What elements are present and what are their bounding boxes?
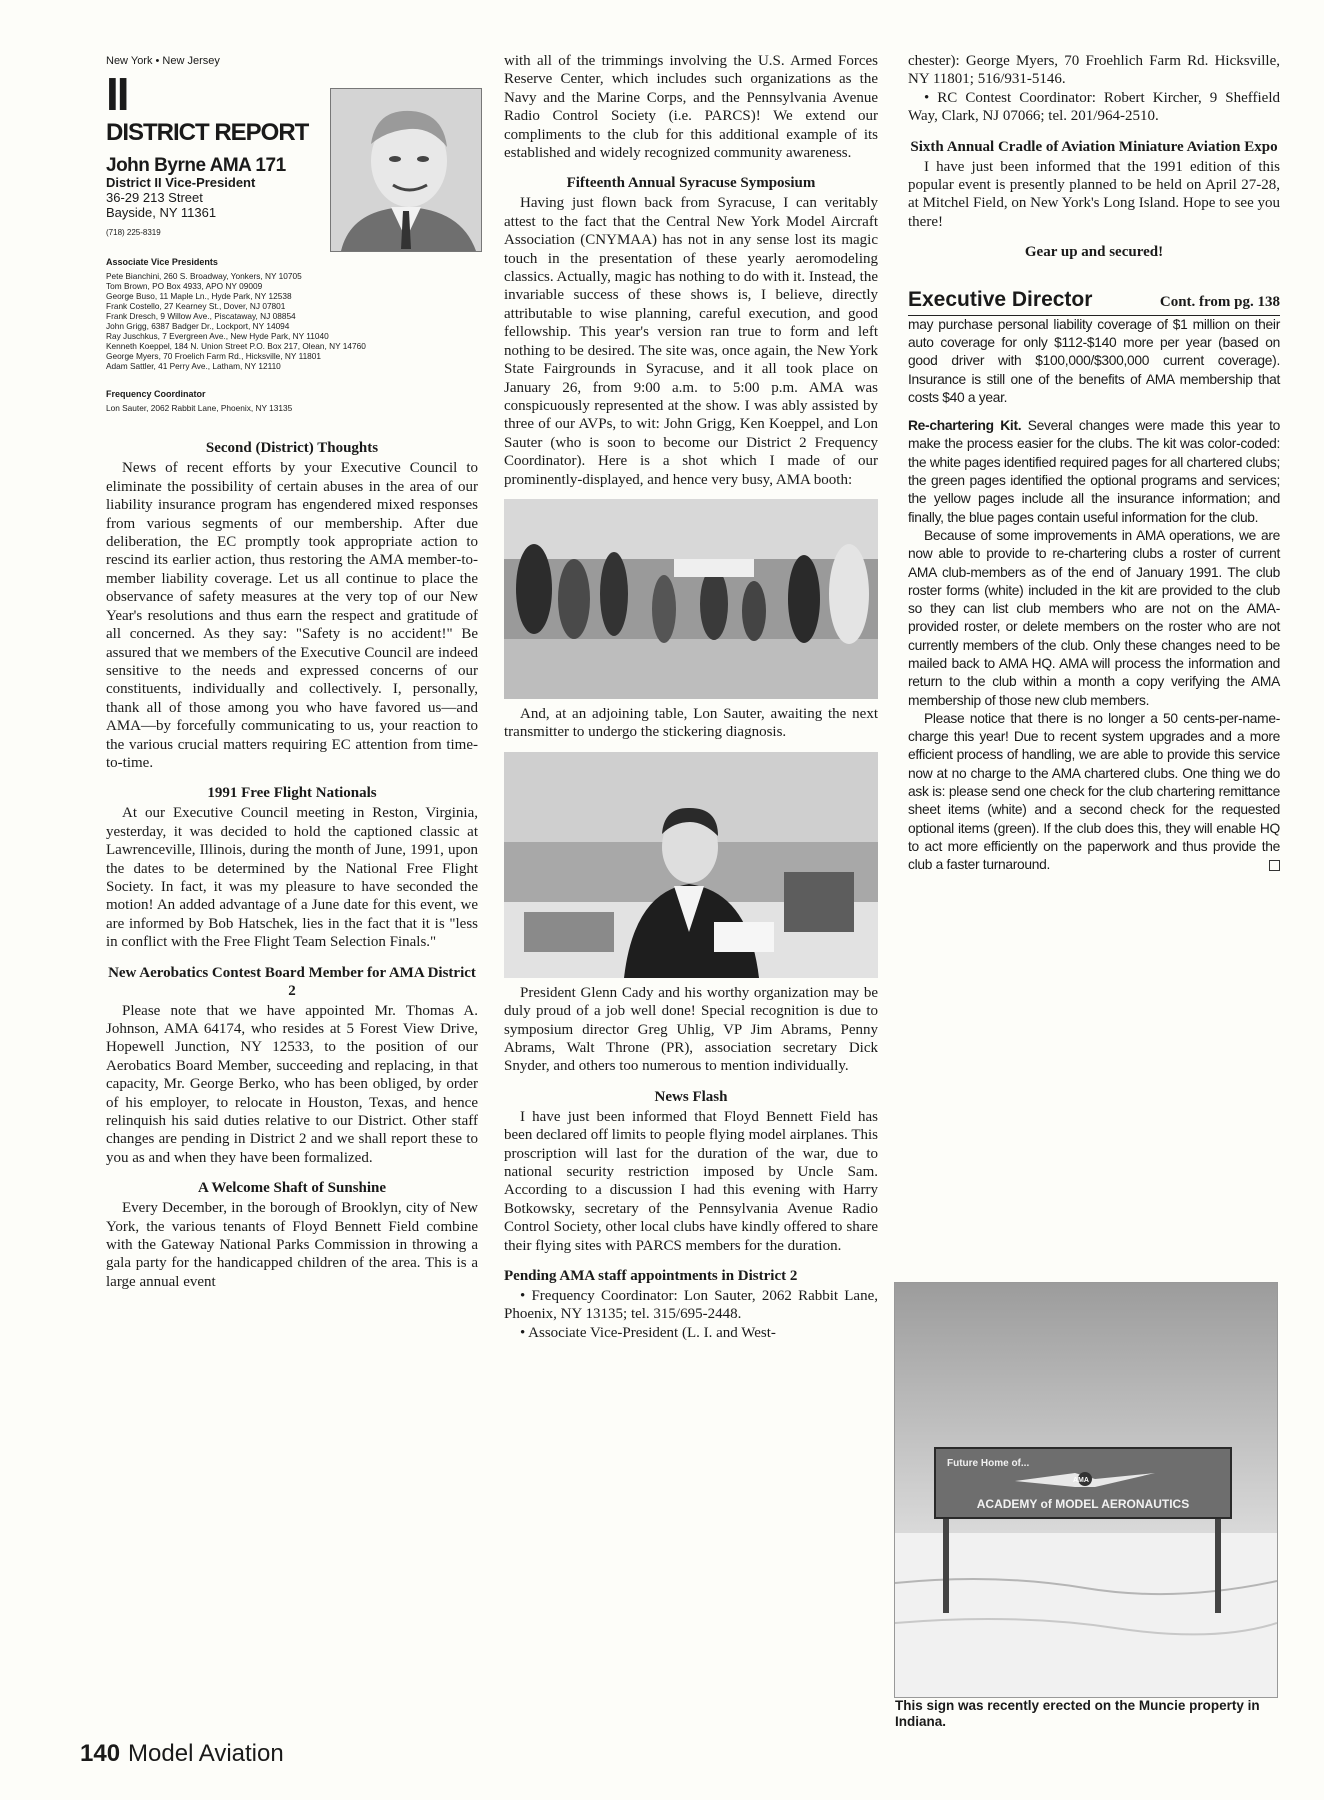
paragraph-free-flight: At our Executive Council meeting in Reston, Virginia, yesterday, it was decided to hold the captioned classic at Lawrenceville, Illinois, during the month of June, 1991, upon the dates to be determined by the National Free Flight Society. In fact, it was my pleasure to have seconded the motion! An added advantage of a June date for this event, we are informed by Bob Hatschek, lies in the fact that it is "less in conflict with the Free Flight Team Selection Finals." — [106, 805, 478, 951]
paragraph-welcome-cont: with all of the trimmings involving the U.S. Armed Forces Reserve Center, which includes such organizations as the Navy and the Marine Corps, and the Pennsylvania Avenue Radio Control Society (i.e. PARCS)! We extend our compliments to the club for this additional example of its established and widely recognized community awareness. — [504, 53, 878, 162]
associate-item: George Myers, 70 Froelich Farm Rd., Hicksville, NY 11801 — [106, 351, 322, 362]
executive-director-text — [908, 316, 1280, 875]
associate-item: Frank Costello, 27 Kearney St., Dover, NJ 07801 — [106, 301, 286, 312]
associate-item: Kenneth Koeppel, 184 N. Union Street P.O. Box 217, Olean, NY 14760 — [106, 341, 366, 352]
paragraph-exec-3: Because of some improvements in AMA operations, we are now able to provide to re-chartering clubs a roster of current AMA club-members as of the end of January 1991. The club roster forms (white) included in the kit are provided to the club so they can list club members who are not on the AMA-provided roster, or delete members on the roster who are not currently members of the club. Only these changes need to be mailed back to AMA HQ. AMA will process the information and return to the club within a month a copy verifying the AMA membership of those new club members. — [908, 527, 1280, 708]
paragraph-exec-2 — [908, 417, 1280, 527]
page-number: 140 — [80, 1740, 121, 1767]
paragraph-exec-4 — [908, 710, 1280, 875]
paragraph-news-flash: I have just been informed that Floyd Bennett Field has been declared off limits to people flying model airplanes. This proscription will last for the duration of the war, due to national security restriction imposed by Uncle Sam. According to a discussion I had this evening with Harry Botkowsky, secretary of the Pennsylvania Avenue Radio Control Society, other local clubs have kindly offered to share their flying sites with PARCS members for the duration. — [504, 1108, 878, 1254]
lon-sauter-photo — [504, 752, 878, 978]
magazine-name: Model Aviation — [128, 1740, 284, 1767]
associate-item: Frank Dresch, 9 Willow Ave., Piscataway, NJ 08854 — [106, 311, 296, 322]
associate-item: George Buso, 11 Maple Ln., Hyde Park, NY 12538 — [106, 291, 292, 302]
portrait-photo — [330, 88, 482, 252]
vp-address-1: 36-29 213 Street — [106, 190, 203, 206]
column-2 — [504, 52, 878, 1342]
heading-free-flight: 1991 Free Flight Nationals — [207, 785, 377, 802]
booth-photo — [504, 499, 878, 699]
executive-director-title: Executive Director — [908, 288, 1093, 312]
district-numeral: II — [106, 68, 128, 121]
paragraph-aerobatics: Please note that we have appointed Mr. Thomas A. Johnson, AMA 64174, who resides at 5 Forest View Drive, Hopewell Junction, NY 12533, to the position of our Aerobatics Board Member, succeeding and replacing, in that capacity, Mr. George Berko, who has been obliged, by order of his employer, to relocate in Houston, Texas, and hence relinquish his said duties relative to our District. Other staff changes are pending in District 2 and we shall report these to you as and when they have been formalized. — [106, 1002, 478, 1166]
column-3 — [908, 52, 1280, 875]
heading-aerobatics: New Aerobatics Contest Board Member for AMA District 2 — [108, 964, 476, 999]
vp-phone: (718) 225-8319 — [106, 228, 161, 238]
end-mark-icon — [1269, 860, 1280, 871]
district-report-title: DISTRICT REPORT — [106, 119, 309, 147]
associate-item: Adam Sattler, 41 Perry Ave., Latham, NY 12110 — [106, 361, 281, 372]
paragraph-syracuse: Having just flown back from Syracuse, I can veritably attest to the fact that the Central New York Model Aircraft Association (CNYMAA) has not in any sense lost its magic touch in the presentation of these yearly aeromodeling classics. Actually, magic has nothing to do with it. Instead, the invariable success of these shows is, I believe, directly attributable to wise planning, careful execution, and good fellowship. This year's version ran true to form and left nothing to be desired. The site was, once again, the New York State Fairgrounds in Syracuse, and it all took place on January 26, from 9:00 a.m. to 5:00 p.m. AMA was conspicuously represented at the show. I was ably assisted by three of our AVPs, to wit: John Grigg, Ken Koeppel, and Lon Sauter (who is soon to become our District 2 Frequency Coordinator). Here is a shot which I made of our prominently-displayed, and hence very busy, AMA booth: — [504, 195, 878, 488]
sign-caption: This sign was recently erected on the Muncie property in Indiana. — [895, 1698, 1260, 1729]
paragraph-welcome: Every December, in the borough of Brooklyn, city of New York, the various tenants of Floyd Bennett Field combine with the Gateway National Parks Commission in throwing a gala party for the handicapped children of the area. This is a large annual event — [106, 1200, 478, 1290]
executive-director-header — [908, 288, 1280, 315]
ama-sign-photo — [894, 1282, 1278, 1698]
associate-item: Ray Juschkus, 7 Evergreen Ave., New Hyde Park, NY 11040 — [106, 331, 329, 342]
page-footer — [80, 1740, 284, 1768]
frequency-heading: Frequency Coordinator — [106, 389, 206, 400]
signoff: Gear up and secured! — [1024, 244, 1164, 261]
bullet-rc-contest: • RC Contest Coordinator: Robert Kircher, 9 Sheffield Way, Clark, NJ 07066; tel. 201/964-2510. — [908, 89, 1280, 125]
paragraph-exec-1: may purchase personal liability coverage of $1 million on their auto coverage for only $112-$140 more per year (based on good driver with $100,000/$300,000 current coverage). Insurance is still one of the benefits of AMA membership that costs $40 a year. — [908, 316, 1280, 405]
paragraph-expo: I have just been informed that the 1991 edition of this popular event is presently planned to be held on April 27-28, at Mitchel Field, on New York's Long Island. Hope to see you there! — [908, 158, 1280, 230]
heading-pending: Pending AMA staff appointments in District 2 — [504, 1268, 798, 1285]
sign-line-2: ACADEMY of MODEL AERONAUTICS — [976, 1497, 1190, 1511]
frequency-coordinator: Lon Sauter, 2062 Rabbit Lane, Phoenix, NY 13135 — [106, 403, 293, 414]
heading-syracuse: Fifteenth Annual Syracuse Symposium — [566, 175, 816, 192]
paragraph-avp-cont: chester): George Myers, 70 Froehlich Farm Rd. Hicksville, NY 11801; 516/931-5146. — [908, 53, 1280, 88]
heading-welcome: A Welcome Shaft of Sunshine — [197, 1180, 387, 1197]
paragraph-second-thoughts: News of recent efforts by your Executive Council to eliminate the possibility of certain abuses in the area of our liability insurance program has engendered mixed responses from various segments of our membership. After due deliberation, the EC promptly took appropriate action to rescind its earlier action, thus restoring the AMA member-to-member liability coverage. Let us all continue to place the observance of safety measures at the very top of our New Year's resolutions and thus earn the respect and gratitude of all concerned. As they say: "Safety is no accident!" Be assured that we members of the Executive Council are indeed sensitive to the needs and expressed concerns of our constituents, individually and collectively. I, personally, thank all of those among you who have favored us—and AMA—by forcefully communicating to us, your reaction to the various crucial matters requiring EC attention from time-to-time. — [106, 460, 478, 771]
vp-title: District II Vice-President — [106, 175, 256, 191]
paragraph-cady: President Glenn Cady and his worthy organization may be duly proud of a job well done! Special recognition is due to symposium director Greg Uhlig, VP Jim Abrams, Penny Abrams, Walt Throne (PR), association secretary Dick Snyder, and others too numerous to mention individually. — [504, 984, 878, 1075]
rechartering-kit-label: Re-chartering Kit. — [908, 418, 1022, 434]
sign-ama-logo: AMA — [1073, 1477, 1089, 1484]
sign-line-1: Future Home of... — [947, 1458, 1030, 1469]
lon-sauter-illustration — [504, 752, 878, 978]
heading-news-flash: News Flash — [654, 1088, 728, 1105]
associate-item: Pete Bianchini, 260 S. Broadway, Yonkers, NY 10705 — [106, 271, 302, 282]
booth-illustration — [504, 499, 878, 699]
paragraph-exec-4-text: Please notice that there is no longer a 50 cents-per-name-charge this year! Due to recent system upgrades and a more efficient process of handling, we are able to provide this service now at no charge to the AMA chartered clubs. One thing we do ask is: please send one check for the club chartering remittance sheet items (white) and a second check for the requested optional items (green). If the club does this, they will enable HQ to act more efficiently on the paperwork and thus provide the club a faster turnaround. — [908, 710, 1280, 873]
continued-from-link[interactable]: Cont. from pg. 138 — [1159, 294, 1280, 311]
ama-sign-illustration — [895, 1283, 1277, 1697]
region-label: New York • New Jersey — [106, 55, 220, 67]
heading-second-thoughts: Second (District) Thoughts — [205, 440, 379, 457]
paragraph-adjoining-table: And, at an adjoining table, Lon Sauter, awaiting the next transmitter to undergo the stickering diagnosis. — [504, 705, 878, 741]
associate-item: John Grigg, 6387 Badger Dr., Lockport, NY 14094 — [106, 321, 290, 332]
heading-expo: Sixth Annual Cradle of Aviation Miniature Aviation Expo — [910, 138, 1278, 155]
rechartering-kit-text: Several changes were made this year to make the process easier for the clubs. The kit was color-coded: the white pages identified required pages for all chartered clubs; the green pages identified the optional programs and services; the yellow pages include all the insurance information; and finally, the blue pages contain useful information for the club. — [908, 418, 1281, 525]
associates-heading: Associate Vice Presidents — [106, 256, 218, 267]
portrait-illustration — [331, 89, 481, 251]
bullet-frequency: • Frequency Coordinator: Lon Sauter, 2062 Rabbit Lane, Phoenix, NY 13135; tel. 315/695-2448. — [504, 1288, 878, 1323]
associates-list — [106, 271, 478, 371]
bullet-avp: • Associate Vice-President (L. I. and West- — [520, 1324, 776, 1341]
associate-item: Tom Brown, PO Box 4933, APO NY 09009 — [106, 281, 263, 292]
vp-address-2: Bayside, NY 11361 — [106, 205, 217, 221]
vp-name: John Byrne AMA 171 — [106, 154, 286, 176]
